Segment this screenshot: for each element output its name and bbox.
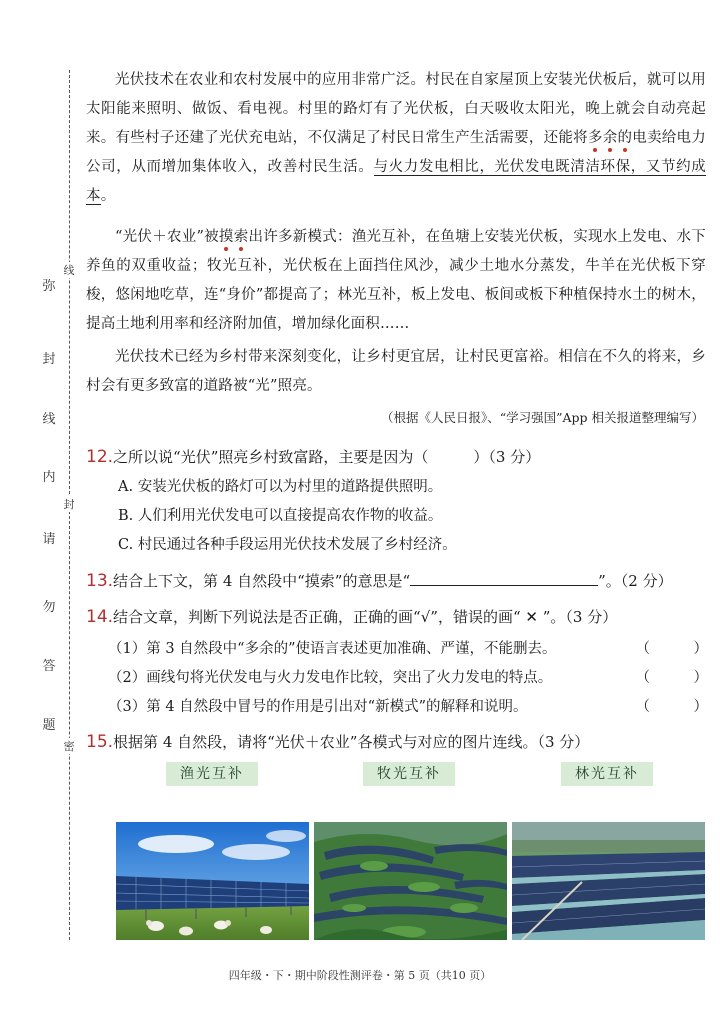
question-15: 15.根据第 4 自然段，请将“光伏＋农业”各模式与对应的图片连线。（3 分）	[86, 732, 590, 752]
photo-fishpond-solar-image	[512, 822, 705, 940]
q12-option-c: C. 村民通过各种手段运用光伏技术发展了乡村经济。	[118, 537, 457, 553]
dotted-char: 余	[603, 130, 618, 146]
margin-char: 勿	[42, 600, 56, 615]
dotted-char: 的	[617, 130, 632, 146]
answer-paren[interactable]: （ ）	[635, 699, 708, 715]
mode-tag-fishery[interactable]: 渔光互补	[166, 762, 258, 786]
dotted-char: 摸	[219, 229, 234, 245]
photo-fishpond-solar[interactable]	[512, 822, 705, 940]
answer-paren[interactable]: （ ）	[635, 670, 708, 686]
underlined-sentence: 与火力发电相比，光伏发电既清洁环保，又节约成本	[86, 159, 706, 204]
seal-char: 密	[60, 738, 78, 754]
photo-hillside-solar-image	[314, 822, 507, 940]
q14-statement-2: （2）画线句将光伏发电与火力发电作比较，突出了火力发电的特点。 （ ）	[108, 666, 708, 687]
passage-paragraph-4: “光伏＋农业”被摸 索 出许多新模式：渔光互补，在鱼塘上安装光伏板，实现水上发电、水下养鱼的双重收益；牧光互补，光伏板在上面挡住风沙，减少土地水分蒸发，牛羊在光伏板下穿梭，悠闲地吃草，连“身价”都提高了；林光互补，板上发电、板间或板下种植保持水土的树木，提高土地利用率和经济附加值，增加绿化面积……	[86, 229, 706, 332]
mode-tag-livestock[interactable]: 牧光互补	[363, 762, 455, 786]
margin-char: 封	[42, 352, 56, 367]
q12-option-a: A. 安装光伏板的路灯可以为村里的道路提供照明。	[118, 479, 443, 495]
margin-char: 弥	[42, 279, 56, 294]
margin-char: 请	[42, 532, 56, 547]
dotted-char: 多	[588, 130, 603, 146]
photo-grassland-solar-image	[116, 822, 309, 940]
seal-char: 线	[60, 262, 78, 278]
margin-char: 内	[42, 470, 56, 485]
source-note: （根据《人民日报》、“学习强国”App 相关报道整理编写）	[380, 410, 704, 425]
question-14: 14.结合文章，判断下列说法是否正确，正确的画“√”，错误的画“ ✕ ”。（3 分）	[86, 607, 618, 627]
photo-grassland-solar[interactable]	[116, 822, 309, 940]
answer-paren[interactable]: （ ）	[635, 641, 708, 657]
margin-char: 线	[42, 412, 56, 427]
mode-tag-forest[interactable]: 林光互补	[561, 762, 653, 786]
q12-option-b: B. 人们利用光伏发电可以直接提高农作物的收益。	[118, 508, 443, 524]
margin-char: 题	[42, 718, 56, 733]
page-footer: 四年级・下・期中阶段性测评卷・第 5 页（共10 页）	[228, 969, 492, 982]
q14-statement-3: （3）第 4 自然段中冒号的作用是引出对“新模式”的解释和说明。 （ ）	[108, 695, 708, 716]
q14-statement-1: （1）第 3 自然段中“多余的”使语言表述更加准确、严谨，不能删去。 （ ）	[108, 637, 708, 658]
dotted-char: 索	[234, 229, 249, 245]
passage-paragraph-3: 光伏技术在农业和农村发展中的应用非常广泛。村民在自家屋顶上安装光伏板后，就可以用太阳能来照明、做饭、看电视。村里的路灯有了光伏板，白天吸收太阳光，晚上就会自动亮起来。有些村子还建了光伏充电站，不仅满足了村民日常生产生活需要，还能将多 余 的 电卖给电力公司，从而增加集体收入，改善村民生活。与火力发电相比，光伏发电既清洁环保，又节约成本。	[86, 72, 707, 204]
margin-char: 答	[42, 659, 56, 674]
passage-paragraph-5: 光伏技术已经为乡村带来深刻变化，让乡村更宜居，让村民更富裕。相信在不久的将来，乡村会有更多致富的道路被“光”照亮。	[86, 349, 706, 394]
question-12: 12.之所以说“光伏”照亮乡村致富路，主要是因为（ ）（3 分）	[86, 447, 541, 467]
answer-blank[interactable]	[410, 569, 598, 586]
seal-char: 封	[60, 496, 78, 512]
photo-hillside-solar[interactable]	[314, 822, 507, 940]
question-13: 13.结合上下文，第 4 自然段中“摸索”的意思是“ ”。（2 分）	[86, 571, 673, 591]
